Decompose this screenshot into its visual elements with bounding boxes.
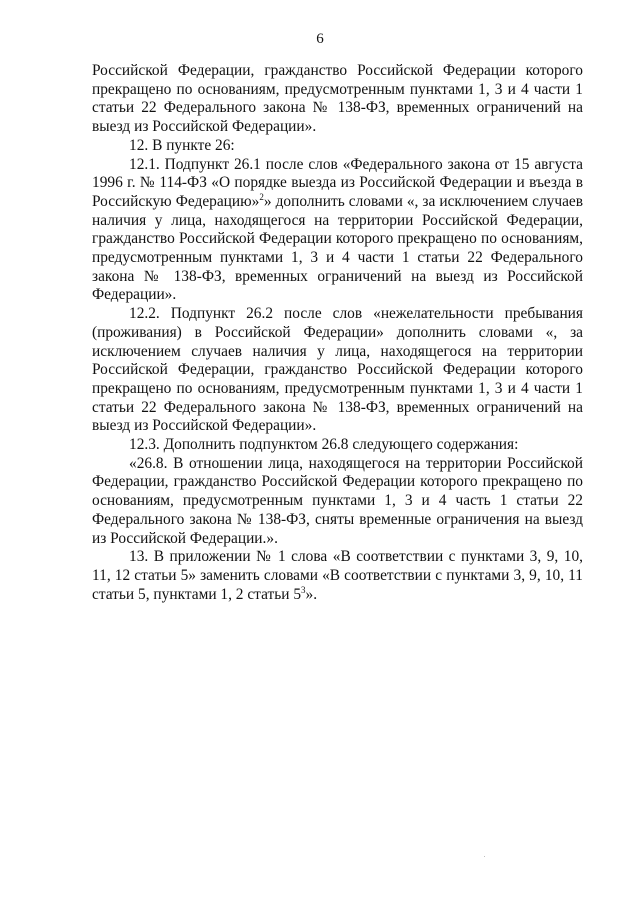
paragraph-text: 12.2. Подпункт 26.2 после слов «нежелательности пребывания (проживания) в Российской Федерации» дополнить словами «, за исключением случаев наличия у лица, находящегося на территории Российской Федерации, гражданство Российской Федерации которого прекращено по основаниям, предусмотренным пунктами 1, 3 и 4 части 1 статьи 22 Федерального закона № 138-ФЗ, временных ограничений на выезд из Российской Федерации». [92,305,583,435]
paragraph-text-tail: ». [305,585,318,603]
paragraph-item-12-2 [92,305,583,436]
paragraph-item-12-1 [92,156,583,306]
paragraph-text: Российской Федерации, гражданство Российской Федерации которого прекращено по основаниям, предусмотренным пунктами 1, 3 и 4 части 1 статьи 22 Федерального закона № 138-ФЗ, временных ограничений на выезд из Российской Федерации». [92,62,583,136]
page-number: 6 [316,31,324,47]
paragraph-text: 12.1. Подпункт 26.1 после слов «Федерального закона от 15 августа 1996 г. № 114-ФЗ «О порядке выезда из Российской Федерации и въезда в Российскую Федерацию» [92,155,583,210]
paragraph-continuation [92,62,583,137]
footnote-marker: 3 [301,584,306,595]
scan-speck [484,856,485,857]
paragraph-text: 12. В пункте 26: [129,136,235,154]
paragraph-text: «26.8. В отношении лица, находящегося на территории Российской Федерации, гражданство Российской Федерации которого прекращено по основаниям, предусмотренным пунктами 1, 3 и 4 часть 1 статьи 22 Федерального закона № 138-ФЗ, сняты временные ограничения на выезд из Российской Федерации.». [92,454,583,547]
paragraph-text: 12.3. Дополнить подпунктом 26.8 следующего содержания: [129,436,519,454]
document-body [92,62,583,604]
paragraph-text-tail: » дополнить словами «, за исключением случаев наличия у лица, находящегося на территории Российской Федерации, гражданство Российской Федерации которого прекращено по основаниям, предусмотренным пунктами 1, 3 и 4 части 1 статьи 22 Федерального закона № 138-ФЗ, временных ограничений на выезд из Российской Федерации». [92,192,583,304]
paragraph-quote-26-8 [92,455,583,549]
paragraph-item-12 [92,137,583,156]
footnote-marker: 2 [259,191,264,202]
paragraph-item-13 [92,548,583,604]
paragraph-item-12-3 [92,436,583,455]
paragraph-text: 13. В приложении № 1 слова «В соответствии с пунктами 3, 9, 10, 11, 12 статьи 5» заменить словами «В соответствии с пунктами 3, 9, 10, 11 статьи 5, пунктами 1, 2 статьи 5 [92,548,583,603]
